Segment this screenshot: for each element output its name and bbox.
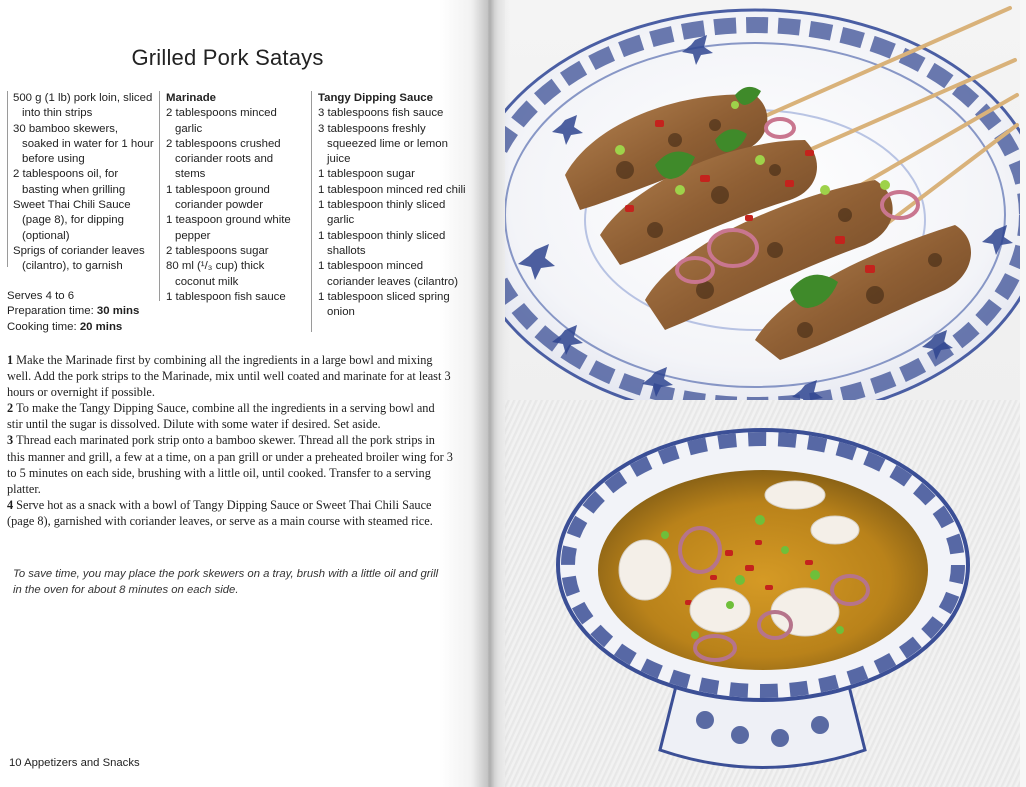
cook-time	[7, 320, 139, 335]
method-step	[7, 497, 453, 529]
marinade-item: 1 tablespoon fish sauce	[166, 290, 286, 303]
marinade-item: 1 tablespoon ground coriander powder	[166, 183, 270, 212]
step-number: 4	[7, 497, 14, 512]
sauce-item: 3 tablespoons freshly squeezed lime or lemon juice	[318, 122, 448, 166]
prep-time-label: Preparation time:	[7, 305, 94, 318]
marinade-item: 80 ml (¹/₃ cup) thick coconut milk	[166, 260, 265, 288]
ingredient-item: 500 g (1 lb) pork loin, sliced into thin strips	[13, 92, 153, 120]
ingredient-item: 2 tablespoons oil, for basting when grilling	[13, 168, 126, 196]
method-step	[7, 352, 453, 400]
recipe-title: Grilled Pork Satays	[131, 45, 324, 70]
step-text: Thread each marinated pork strip onto a bamboo skewer. Thread all the pork strips in this manner and grill, a few at a time, on a pan grill or under a preheated broiler wing for 3 to 5 minutes on each side, brushing with a little oil, until cooked. Transfer to a serving platter.	[7, 433, 453, 496]
marinade-heading: Marinade	[166, 92, 217, 104]
ingredient-item: Sprigs of coriander leaves (cilantro), to garnish	[13, 244, 145, 273]
cook-time-label: Cooking time:	[7, 320, 77, 333]
ingredient-item: Sweet Thai Chili Sauce (page 8), for dipping (optional)	[13, 199, 131, 242]
marinade-item: 2 tablespoons sugar	[166, 244, 269, 257]
step-number: 3	[7, 433, 14, 448]
page-footer: 10 Appetizers and Snacks	[9, 757, 140, 769]
sauce-item: 1 tablespoon sliced spring onion	[318, 290, 450, 319]
sauce-item: 3 tablespoons fish sauce	[318, 107, 444, 120]
method-step	[7, 432, 453, 496]
satay-plate-illustration	[505, 0, 1020, 400]
sauce-item: 1 tablespoon minced coriander leaves (cilantro)	[318, 260, 459, 288]
sauce-item: 1 tablespoon thinly sliced garlic	[318, 199, 446, 227]
marinade-item: 2 tablespoons crushed coriander roots and stems	[166, 137, 281, 181]
method-step	[7, 400, 453, 432]
marinade-item: 2 tablespoons minced garlic	[166, 107, 277, 135]
cooking-tip: To save time, you may place the pork skewers on a tray, brush with a little oil and grill in the oven for about 8 minutes on each side.	[13, 568, 439, 596]
marinade-column	[159, 91, 306, 301]
sauce-bowl-illustration	[505, 400, 1020, 787]
sauce-item: 1 tablespoon sugar	[318, 168, 415, 181]
left-page	[0, 0, 488, 787]
dipping-sauce-heading: Tangy Dipping Sauce	[318, 92, 433, 104]
dipping-sauce-column	[311, 91, 468, 332]
step-number: 1	[7, 353, 14, 367]
sauce-item: 1 tablespoon thinly sliced shallots	[318, 229, 446, 257]
sauce-item: 1 tablespoon minced red chili	[318, 183, 466, 196]
step-text: To make the Tangy Dipping Sauce, combine all the ingredients in a serving bowl and stir until the sugar is dissolved. Dilute with some water if desired. Set aside.	[7, 401, 435, 432]
prep-time-value: 30 mins	[96, 305, 140, 318]
prep-time	[7, 304, 139, 319]
method-steps	[7, 352, 453, 529]
step-number: 2	[7, 401, 14, 416]
dipping-sauce-photo	[505, 400, 1020, 787]
step-text: Make the Marinade first by combining all the ingredients in a large bowl and mixing well. Add the pork strips to the Marinade, mix until well coated and marinate for at least 3 hours or overnight if possible.	[7, 353, 451, 400]
satay-photo	[505, 0, 1020, 400]
step-text: Serve hot as a snack with a bowl of Tangy Dipping Sauce or Sweet Thai Chili Sauce (page 8), garnished with coriander leaves, or serve as a main course with steamed rice.	[7, 497, 433, 528]
serves-text: Serves 4 to 6	[7, 290, 75, 302]
marinade-item: 1 teaspoon ground white pepper	[166, 214, 291, 242]
cook-time-value: 20 mins	[79, 320, 123, 333]
ingredient-item: 30 bamboo skewers, soaked in water for 1 hour before using	[13, 122, 154, 166]
main-ingredients-column	[7, 91, 155, 273]
serving-info	[7, 289, 139, 335]
